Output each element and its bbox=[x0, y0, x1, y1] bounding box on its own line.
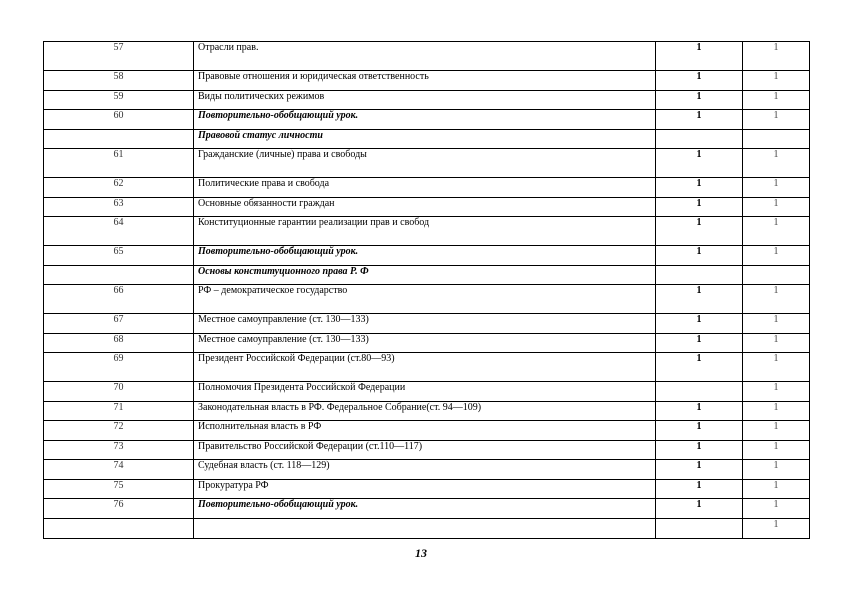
lesson-extra: 1 bbox=[743, 441, 810, 460]
lesson-hours: 1 bbox=[656, 217, 743, 246]
lesson-topic: Правовые отношения и юридическая ответственность bbox=[194, 71, 656, 91]
lesson-extra: 1 bbox=[743, 217, 810, 246]
lesson-extra: 1 bbox=[743, 178, 810, 198]
table-row bbox=[44, 499, 810, 519]
lesson-hours: 1 bbox=[656, 178, 743, 198]
table-row bbox=[44, 217, 810, 246]
lesson-number: 73 bbox=[44, 441, 194, 460]
lesson-number: 59 bbox=[44, 91, 194, 110]
lesson-hours: 1 bbox=[656, 334, 743, 353]
lesson-topic: Местное самоуправление (ст. 130—133) bbox=[194, 334, 656, 353]
lesson-topic: Отрасли прав. bbox=[194, 42, 656, 71]
table-row bbox=[44, 334, 810, 353]
lesson-topic: Судебная власть (ст. 118—129) bbox=[194, 460, 656, 480]
table-row bbox=[44, 402, 810, 421]
table-row bbox=[44, 480, 810, 499]
lesson-hours: 1 bbox=[656, 91, 743, 110]
section-header-row bbox=[44, 130, 810, 149]
lesson-extra bbox=[743, 266, 810, 285]
lesson-hours bbox=[656, 130, 743, 149]
table-row bbox=[44, 178, 810, 198]
lesson-hours: 1 bbox=[656, 421, 743, 441]
lesson-hours: 1 bbox=[656, 198, 743, 217]
lesson-topic: РФ – демократическое государство bbox=[194, 285, 656, 314]
table-row bbox=[44, 285, 810, 314]
lesson-extra: 1 bbox=[743, 285, 810, 314]
lesson-hours bbox=[656, 382, 743, 402]
lesson-topic: Гражданские (личные) права и свободы bbox=[194, 149, 656, 178]
lesson-number: 58 bbox=[44, 71, 194, 91]
lesson-topic: Президент Российской Федерации (ст.80—93) bbox=[194, 353, 656, 382]
lesson-hours: 1 bbox=[656, 402, 743, 421]
lesson-number: 70 bbox=[44, 382, 194, 402]
lesson-topic: Законодательная власть в РФ. Федеральное Собрание(ст. 94—109) bbox=[194, 402, 656, 421]
lesson-number: 75 bbox=[44, 480, 194, 499]
lesson-extra: 1 bbox=[743, 353, 810, 382]
lesson-topic: Повторительно-обобщающий урок. bbox=[194, 110, 656, 130]
lesson-number: 69 bbox=[44, 353, 194, 382]
table-row bbox=[44, 460, 810, 480]
lesson-number: 64 bbox=[44, 217, 194, 246]
lesson-number: 71 bbox=[44, 402, 194, 421]
table-row bbox=[44, 246, 810, 266]
lesson-extra: 1 bbox=[743, 421, 810, 441]
lesson-hours: 1 bbox=[656, 441, 743, 460]
section-title: Основы конституционного права Р. Ф bbox=[194, 266, 656, 285]
lesson-topic: Полномочия Президента Российской Федерации bbox=[194, 382, 656, 402]
lesson-topic: Конституционные гарантии реализации прав и свобод bbox=[194, 217, 656, 246]
table-row bbox=[44, 382, 810, 402]
lesson-extra: 1 bbox=[743, 91, 810, 110]
table-row bbox=[44, 198, 810, 217]
lesson-extra: 1 bbox=[743, 246, 810, 266]
lesson-extra: 1 bbox=[743, 71, 810, 91]
lesson-extra: 1 bbox=[743, 334, 810, 353]
lesson-extra: 1 bbox=[743, 110, 810, 130]
table-row bbox=[44, 421, 810, 441]
table-row bbox=[44, 353, 810, 382]
lesson-number bbox=[44, 519, 194, 539]
lesson-extra: 1 bbox=[743, 149, 810, 178]
lesson-number: 67 bbox=[44, 314, 194, 334]
lesson-topic: Политические права и свобода bbox=[194, 178, 656, 198]
table-row bbox=[44, 71, 810, 91]
lesson-number: 60 bbox=[44, 110, 194, 130]
lesson-hours: 1 bbox=[656, 314, 743, 334]
lesson-number: 61 bbox=[44, 149, 194, 178]
lesson-extra: 1 bbox=[743, 519, 810, 539]
lesson-topic: Прокуратура РФ bbox=[194, 480, 656, 499]
lesson-extra: 1 bbox=[743, 402, 810, 421]
lesson-hours bbox=[656, 266, 743, 285]
lesson-number: 57 bbox=[44, 42, 194, 71]
lesson-number bbox=[44, 266, 194, 285]
lesson-topic: Местное самоуправление (ст. 130—133) bbox=[194, 314, 656, 334]
lesson-number: 65 bbox=[44, 246, 194, 266]
lesson-topic: Основные обязанности граждан bbox=[194, 198, 656, 217]
section-header-row bbox=[44, 266, 810, 285]
lesson-hours: 1 bbox=[656, 499, 743, 519]
lesson-extra bbox=[743, 130, 810, 149]
table-row bbox=[44, 110, 810, 130]
table-row bbox=[44, 519, 810, 539]
section-title: Правовой статус личности bbox=[194, 130, 656, 149]
table-row bbox=[44, 42, 810, 71]
lesson-hours bbox=[656, 519, 743, 539]
lesson-topic: Правительство Российской Федерации (ст.110—117) bbox=[194, 441, 656, 460]
lesson-number: 66 bbox=[44, 285, 194, 314]
lesson-hours: 1 bbox=[656, 246, 743, 266]
lesson-topic: Повторительно-обобщающий урок. bbox=[194, 246, 656, 266]
lesson-number: 62 bbox=[44, 178, 194, 198]
lesson-topic: Виды политических режимов bbox=[194, 91, 656, 110]
lesson-number: 74 bbox=[44, 460, 194, 480]
lesson-extra: 1 bbox=[743, 42, 810, 71]
lesson-topic: Исполнительная власть в РФ bbox=[194, 421, 656, 441]
lesson-extra: 1 bbox=[743, 499, 810, 519]
page-number: 13 bbox=[415, 546, 427, 560]
table-row bbox=[44, 149, 810, 178]
lesson-extra: 1 bbox=[743, 198, 810, 217]
lesson-extra: 1 bbox=[743, 480, 810, 499]
lesson-number: 68 bbox=[44, 334, 194, 353]
lesson-hours: 1 bbox=[656, 480, 743, 499]
table-row bbox=[44, 314, 810, 334]
lesson-extra: 1 bbox=[743, 460, 810, 480]
lesson-hours: 1 bbox=[656, 353, 743, 382]
lesson-number bbox=[44, 130, 194, 149]
lesson-topic bbox=[194, 519, 656, 539]
lesson-hours: 1 bbox=[656, 110, 743, 130]
lesson-hours: 1 bbox=[656, 460, 743, 480]
lesson-extra: 1 bbox=[743, 382, 810, 402]
lesson-hours: 1 bbox=[656, 42, 743, 71]
lesson-plan-table bbox=[43, 41, 810, 539]
lesson-number: 76 bbox=[44, 499, 194, 519]
lesson-number: 72 bbox=[44, 421, 194, 441]
lesson-hours: 1 bbox=[656, 71, 743, 91]
table-row bbox=[44, 91, 810, 110]
lesson-topic: Повторительно-обобщающий урок. bbox=[194, 499, 656, 519]
lesson-number: 63 bbox=[44, 198, 194, 217]
table-row bbox=[44, 441, 810, 460]
lesson-extra: 1 bbox=[743, 314, 810, 334]
lesson-hours: 1 bbox=[656, 149, 743, 178]
lesson-hours: 1 bbox=[656, 285, 743, 314]
